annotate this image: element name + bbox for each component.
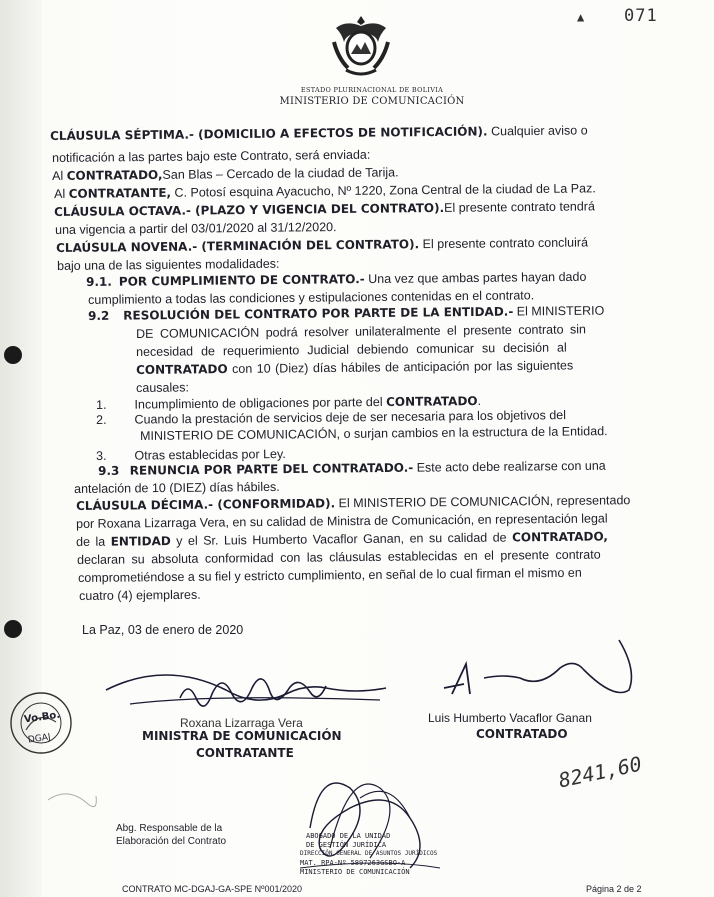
contratante-label: CONTRATANTE, <box>68 185 172 201</box>
clause10-title: CLÁUSULA DÉCIMA.- (CONFORMIDAD). <box>76 496 336 513</box>
vobo-stamp-text: DGAJ <box>27 732 52 746</box>
clause7-intro: Cualquier aviso o <box>490 123 588 139</box>
cause-item-continued: MINISTERIO DE COMUNICACIÓN, o surjan cambios en la estructura de la Entidad. <box>140 424 608 443</box>
clause7-line1 <box>50 122 588 145</box>
lawyer-stamp-line: DE GESTIÓN JURÍDICA <box>306 841 387 849</box>
clause9-2-line3: necesidad de requerimiento Judicial debiendo comunicar su decisión al <box>136 340 567 359</box>
clause8-line2: una vigencia a partir del 03/01/2020 al 31/12/2020. <box>55 220 337 237</box>
folio-number: 071 <box>624 6 658 26</box>
lawyer-stamp-line: MAT. RPA-Nº 5897263GSBO-A <box>300 859 406 867</box>
clause9-2-line5: causales: <box>136 380 189 395</box>
clause9-2-line4: CONTRATADO con 10 (Diez) días hábiles de anticipación por las siguientes <box>136 358 574 377</box>
lawyer-stamp-line: ABOGADO DE LA UNIDAD <box>306 832 391 840</box>
clause9-3-line1: 9.3 RENUNCIA POR PARTE DEL CONTRATADO.- Este acto debe realizarse con una <box>98 458 606 478</box>
clause10-line3: de la ENTIDAD y el Sr. Luis Humberto Vacaflor Ganan, en su calidad de CONTRATADO, <box>76 529 608 549</box>
clause9-3-line2: antelación de 10 (DIEZ) días hábiles. <box>74 479 280 496</box>
clause9-1-line2: cumplimiento a todas las condiciones y estipulaciones contenidas en el contrato. <box>88 288 535 307</box>
cause-item: 2. Cuando la prestación de servicios deje de ser necesaria para los objetivos del <box>96 408 567 427</box>
responsible-line1: Abg. Responsable de la <box>116 823 223 834</box>
clause8-title: CLÁUSULA OCTAVA.- (PLAZO Y VIGENCIA DEL CONTRATO). <box>54 200 445 219</box>
footer-page-number: Página 2 de 2 <box>586 884 642 894</box>
clause9-title: CLAÚSULA NOVENA.- (TERMINACIÓN DEL CONTRATO). <box>56 237 420 255</box>
clause9-2-title: RESOLUCIÓN DEL CONTRATO POR PARTE DE LA ENTIDAD.- <box>123 304 514 323</box>
signatory-right-party: CONTRATADO <box>476 727 568 741</box>
signature-right <box>440 636 640 706</box>
clause10-line5: comprometiéndose a su fiel y estricto cumplimiento, en señal de lo cual firman el mismo en <box>78 565 582 585</box>
cause-number: 3. <box>96 448 107 463</box>
clause7-title: CLÁUSULA SÉPTIMA.- (DOMICILIO A EFECTOS DE NOTIFICACIÓN). <box>50 124 488 143</box>
clause9-2-line2: DE COMUNICACIÓN podrá resolver unilateralmente el presente contrato sin <box>136 322 587 341</box>
date-place: La Paz, 03 de enero de 2020 <box>82 623 244 637</box>
lawyer-stamp-line: MINISTERIO DE COMUNICACIÓN <box>300 868 410 876</box>
clause9-2-number: 9.2 <box>88 308 110 323</box>
page-corner-mark: ▲ <box>577 10 585 24</box>
clause9-3-title: RENUNCIA POR PARTE DEL CONTRATADO.- <box>129 460 414 478</box>
clause9-1-number: 9.1. <box>86 274 112 289</box>
clause7-contratante-line: Al CONTRATANTE, C. Potosí esquina Ayacucho, Nº 1220, Zona Central de la ciudad de La Paz. <box>54 181 596 201</box>
vobo-stamp-text: Vo.Bo. <box>23 709 61 726</box>
signatory-left-party: CONTRATANTE <box>196 746 294 760</box>
signatory-left-role: MINISTRA DE COMUNICACIÓN <box>142 729 342 743</box>
contratado-label: CONTRATADO, <box>66 167 163 183</box>
ministry-header: MINISTERIO DE COMUNICACIÓN <box>279 96 465 107</box>
clause9-1-line1: 9.1. POR CUMPLIMIENTO DE CONTRATO.- Una vez que ambas partes hayan dado <box>86 269 587 289</box>
cause-number: 2. <box>96 412 107 427</box>
footer-contract-ref: CONTRATO MC-DGAJ-GA-SPE Nº001/2020 <box>122 884 302 894</box>
responsible-line2: Elaboración del Contrato <box>116 836 227 847</box>
contratado-label: CONTRATADO <box>136 362 228 377</box>
clause9-3-number: 9.3 <box>98 463 120 478</box>
clause10-line1: CLÁUSULA DÉCIMA.- (CONFORMIDAD). El MINISTERIO DE COMUNICACIÓN, representado <box>76 493 631 513</box>
faded-ink-mark <box>42 780 102 820</box>
clause9-2-line1: 9.2 RESOLUCIÓN DEL CONTRATO POR PARTE DE LA ENTIDAD.- El MINISTERIO <box>88 303 605 323</box>
clause7-contratado-line: Al CONTRATADO,San Blas – Cercado de la ciudad de Tarija. <box>52 165 399 183</box>
lawyer-stamp-line: DIRECCIÓN GENERAL DE ASUNTOS JURÍDICOS <box>300 850 438 857</box>
clause7-line2: notificación a las partes bajo este Contrato, será enviada: <box>52 147 371 165</box>
cause-item: 3. Otras establecidas por Ley. <box>96 447 286 463</box>
signatory-right-name: Luis Humberto Vacaflor Ganan <box>428 711 592 725</box>
cause-item: 1. Incumplimiento de obligaciones por parte del CONTRATADO. <box>96 393 482 412</box>
cause-number: 1. <box>96 397 107 412</box>
clause10-line6: cuatro (4) ejemplares. <box>79 587 201 603</box>
clause9-line1: CLAÚSULA NOVENA.- (TERMINACIÓN DEL CONTRATO). El presente contrato concluirá <box>56 235 589 255</box>
entidad-label: ENTIDAD <box>110 534 171 549</box>
clause10-line4: declaran su absoluta conformidad con las cláusulas establecidas en el presente contrato <box>77 547 601 567</box>
contratado-label: CONTRATADO, <box>512 529 608 545</box>
signatory-left-name: Roxana Lizarraga Vera <box>180 716 303 730</box>
clause10-line2: por Roxana Lizarraga Vera, en su calidad de Ministra de Comunicación, en representación legal <box>76 511 608 531</box>
clause9-1-title: POR CUMPLIMIENTO DE CONTRATO.- <box>118 272 365 289</box>
clause8-line1: CLÁUSULA OCTAVA.- (PLAZO Y VIGENCIA DEL CONTRATO).El presente contrato tendrá <box>54 199 595 219</box>
state-header: ESTADO PLURINACIONAL DE BOLIVIA <box>300 86 444 94</box>
clause9-line2: bajo una de las siguientes modalidades: <box>57 256 280 273</box>
handwritten-amount: 8241,60 <box>556 751 644 793</box>
